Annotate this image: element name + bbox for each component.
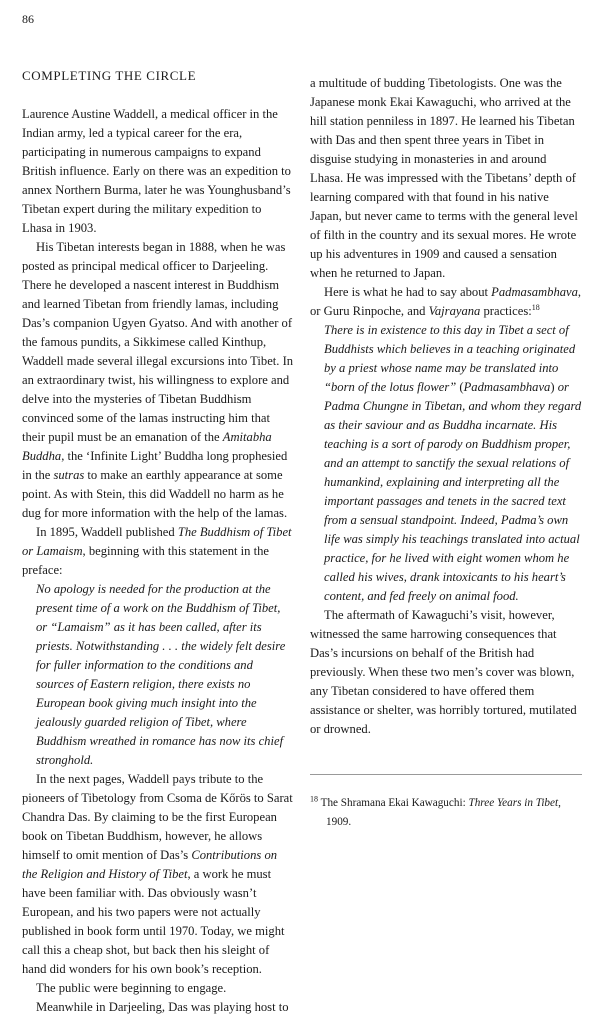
footnote-year: 1909. [326, 816, 352, 828]
page-number: 86 [22, 12, 34, 26]
left-paragraph: In 1895, Waddell published The Buddhism of Tibet or Lamaism, beginning with this statement in the preface: [22, 525, 292, 577]
right-paragraph: The aftermath of Kawaguchi’s visit, however, witnessed the same harrowing consequences that Das’s incursions on behalf of the British had previously. When these two men’s cover was blown, any Tibetan considered to have offered them assistance or shelter, was horribly tortured, mutilated or drowned. [310, 608, 577, 736]
footnote-text-after: , [558, 797, 561, 809]
footnote-title: Three Years in Tibet [468, 797, 559, 809]
right-column-body [310, 74, 582, 739]
left-column-body [22, 105, 294, 1017]
right-column [310, 74, 582, 739]
left-block-quote: No apology is needed for the production at the present time of a work on the Buddhism of Tibet, or “Lamaism” as it has been called, after its priests. Notwithstanding . . . the widely felt desire for fuller information to the conditions and sources of Eastern religion, there exists no European book giving much insight into the jealously guarded religion of Tibet, where Buddhism wreathed in romance has now its chief stronghold. [36, 582, 286, 767]
section-heading: COMPLETING THE CIRCLE [22, 68, 197, 83]
right-paragraph: a multitude of budding Tibetologists. One was the Japanese monk Ekai Kawaguchi, who arrived at the hill station penniless in 1897. He learned his Tibetan with Das and then spent three years in Tibet in disguise studying in monasteries in and around Lhasa. He was impressed with the Tibetans’ depth of learning compared with that found in his native Japan, but never came to terms with the general level of filth in the country and its sexual mores. He wrote up his adventures in 1909 and caused a sensation when he returned to Japan. [310, 76, 578, 280]
left-paragraph: Laurence Austine Waddell, a medical officer in the Indian army, led a typical career for the era, participating in numerous campaigns to expand British influence. Early on there was an expedition to annex Northern Burma, later he was Younghusband’s Tibetan expert during the military expedition to Lhasa in 1903. [22, 107, 291, 235]
footnote [310, 794, 582, 832]
right-block-quote: There is in existence to this day in Tibet a sect of Buddhists which believes in a teaching originated by a priest whose name may be translated into “born of the lotus flower” (Padmasambhava) or Padma Chungne in Tibetan, and whom they regard as their saviour and as Buddha incarnate. His teaching is a sort of parody on Buddhism proper, and an attempt to sanctify the sexual relations of humankind, explaining and interpreting all the important passages and tenets in the sacred text from a sensual standpoint. Indeed, Padma’s own life was simply his teachings translated into actual practice, for he lived with eight women whom he called his wives, drank intoxicants to his heart’s content, and fed freely on animal food. [324, 323, 582, 603]
footnote-marker: 18 [310, 794, 318, 804]
left-column [22, 66, 294, 1017]
footnote-text-before: The Shramana Ekai Kawaguchi: [320, 797, 469, 809]
left-paragraph: His Tibetan interests began in 1888, when he was posted as principal medical officer to Darjeeling. There he developed a nascent interest in Buddhism and learned Tibetan from friendly lamas, including Das’s companion Ugyen Gyatso. And with another of the famous pundits, a Sikkimese called Kinthup, Waddell made several illegal excursions into Tibet. In an extraordinary twist, his willingness to explore and delve into the mysteries of Tibetan Buddhism convinced some of the lamas instructing him that their pupil must be an emanation of the Amitabha Buddha, the ‘Infinite Light’ Buddha long prophesied in the sutras to make an earthly appearance at some point. As with Stein, this did Waddell no harm as he dug for more information with the help of the lamas. [22, 240, 294, 520]
left-paragraph: Meanwhile in Darjeeling, Das was playing host to [36, 1000, 289, 1014]
left-paragraph: The public were beginning to engage. [36, 981, 227, 995]
left-paragraph: In the next pages, Waddell pays tribute to the pioneers of Tibetology from Csoma de Kőrös to Sarat Chandra Das. By claiming to be the first European book on Tibetan Buddhism, however, he allows himself to omit mention of Das’s Contributions on the Religion and History of Tibet, a work he must have been familiar with. Das obviously wasn’t European, and his two papers were not actually published in book form until 1970. Today, we might call this a cheap shot, but back then his sleight of hand did wonders for his own book’s reception. [22, 772, 293, 976]
footnote-divider [310, 774, 582, 775]
right-paragraph: Here is what he had to say about Padmasambhava, or Guru Rinpoche, and Vajrayana practices:$^{18}$ [310, 285, 582, 318]
